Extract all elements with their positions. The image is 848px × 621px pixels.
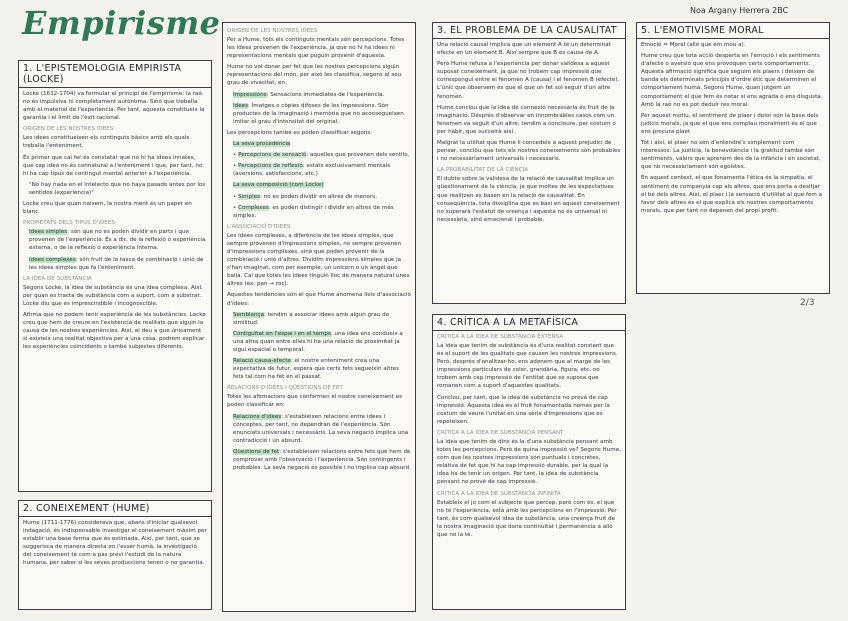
term-paragraph (227, 91, 411, 99)
section-5-box (636, 22, 830, 294)
paragraph: Les percepcions també es poden classificar segons: (227, 129, 373, 136)
paragraph: Per a Hume, tots els continguts mentals són percepcions. Totes les idees provenen de l'experiència, ja que no hi ha idees ni representacions mentals que puguin provenir d'aquesta. (227, 37, 405, 60)
term-highlight: Semblança (233, 311, 265, 318)
subheading: ORIGEN DE LES NOSTRES IDEES (227, 28, 318, 34)
term-paragraph (227, 311, 411, 327)
term-paragraph: • Complexes: es poden distingir i dividir en altres de més simples. (233, 204, 394, 219)
subheading: ORIGEN DE LES NOSTRES IDEES (23, 126, 114, 133)
section-5-heading: 5. L'EMOTIVISME MORAL (637, 25, 829, 39)
paragraph: Malgrat la utilitat que Hume li concedeix a aquest prejudici de pensar, conclou que tots els nostres coneixements són probables i no necessàriament universals i necessaris. (437, 140, 621, 163)
section-2-heading: 2. CONEIXEMENT (HUME) (19, 503, 211, 517)
subheading: RELACIONS D'IDEES I QÜESTIONS DE FET (227, 385, 343, 392)
hume-continuation-box (222, 22, 416, 612)
term-text: : una idea ens condueix a una altra quan entre elles hi ha una relació de proximitat ja sigui espacial o temporal. (233, 330, 403, 353)
term-highlight: Idees complexes (29, 256, 76, 263)
paragraph: Conclou, per tant, que la idea de substància no prové de cap impressió. Aquesta idea és el fruit fonamentada només per la costum de veure l'unitat en una sèrie d'impressions que es repeteixen. (437, 394, 610, 425)
term-highlight: Percepcions de sensació (238, 152, 307, 159)
subheading: CRÍTICA A LA IDEA DE SUBSTÀNCIA INFINITA (437, 490, 561, 497)
section-1-heading: 1. L'EPISTEMOLOGIA EMPIRISTA (LOCKE) (19, 63, 211, 88)
term-highlight: Impressions (233, 91, 267, 98)
term-text: : no es poden dividir en altres de menors. (260, 193, 377, 200)
term-highlight: La seva composició (com Locke) (233, 182, 324, 189)
term-paragraph: • Percepcions de reflexió: estats exclusivament mentals (aversions, satisfaccions, etc.) (233, 163, 391, 178)
section-2-box (18, 500, 212, 610)
term-paragraph (227, 102, 411, 126)
term-text: : aquelles que provenen dels sentits. (306, 152, 410, 159)
section-1-box (18, 60, 212, 492)
term-paragraph: • Simples: no es poden dividir en altres de menors. (233, 193, 377, 200)
paragraph: Emoció = Moral (allò que em mou a). (641, 42, 746, 48)
paragraph: La idea que tenim de substància és d'una realitat constant que és el suport de les qualitats que causen les nostres impressions. Però, després d'analitzar-ho, ens adonem que al marge de les impressions particulars de color, grandària, figura, etc. no trobem amb cap impressió de l'entitat que se suposa que romanen com a suport d'aquestes qualitats. (437, 343, 618, 390)
paragraph: Locke creu que quan naixem, la nostra ment és un paper en blanc. (23, 201, 192, 216)
section-4-heading: 4. CRÍTICA A LA METAFÍSICA (433, 317, 625, 331)
term-paragraph (227, 413, 411, 445)
subheading: L'ASSOCIACIÓ D'IDEES (227, 223, 291, 230)
subheading: LA PROBABILITAT DE LA CIÈNCIA (437, 167, 529, 174)
subheading: CRÍTICA A LA IDEA DE SUBSTÀNCIA PENSANT (437, 429, 564, 436)
term-text: : Sensacions immediates de l'experiència. (266, 91, 385, 98)
paragraph: Una relació causal implica que un element A té un determinat efecte en un element B. Així sempre que B és causa de A. (437, 42, 611, 57)
page-number: 2/3 (800, 298, 815, 308)
term-paragraph (227, 181, 411, 189)
paragraph: Hume conclou que la idea de connexió necessària és fruit de la imaginació. Després d'observar en innombrables casos com un fenomen va seguit d'un altre, tendim a concloure, per costum o per hàbit, que succeirà així. (437, 104, 616, 135)
paragraph: Tot i així, el plaer no són d'entendre's simplement com interessos. La justícia, la benevolència i la gratitud també són sentiments, valors que aprenem des de la infància i en societat, que no necessàriament són egoistes. (641, 140, 821, 171)
paragraph: En aquest context, el que fonamenta l'ètica és la simpatia, el sentiment de companyia cap als altres, que ens porta a desitjar el bé dels altres. Així, el plaer i la sensació d'utilitat al que fem a favor dels altres és el que explica els nostres comportaments morals, que per tant no depenen del propi profit. (641, 175, 823, 214)
paragraph: Les idees constitueixen els continguts bàsics amb els quals treballa l'enteniment. (23, 135, 190, 150)
paragraph: El dubte sobre la validesa de la relació de causalitat implica un qüestionament de la ciència, ja que moltes de les expectatives que realitzen es basen en la relació de causalitat. En conseqüència, tota disciplina que es basi en aquest coneixement no superarà l'estatut de creença i aquesta no és universal ni necessària, sinó emocional i probable. (437, 176, 620, 223)
term-paragraph (227, 448, 411, 472)
term-text: : s'estableixen relacions entre fets que hem de comprovar amb l'observació i l'experiència. Són contingents i probables. La seva negació és possible i no implica cap absurd. (233, 448, 411, 472)
paragraph: Locke (1632-1704) va formular el principi de l'empirisme: la raó no és impulsiva ni completament autònoma. Sinó que treballa amb el material de l'experiència. Per tant, aquesta constitueix la garantia i el límit de l'èxit racional. (23, 91, 205, 122)
section-3-heading: 3. EL PROBLEMA DE LA CAUSALITAT (433, 25, 625, 39)
term-paragraph (23, 228, 207, 252)
term-highlight: Relacions d'idees (233, 413, 282, 420)
paragraph: Hume no vol donar per fet que les nostres percepcions siguin representacions del món, per això les classifica, segons el seu grau de vivacitat, en: (227, 64, 402, 87)
term-highlight: Contiguïtat en l'espai i en el temps (233, 330, 331, 337)
term-paragraph: • Percepcions de sensació: aquelles que provenen dels sentits. (233, 152, 410, 159)
term-highlight: La seva procedència (233, 141, 291, 148)
term-highlight: Idees (233, 102, 248, 109)
term-paragraph (227, 140, 411, 148)
section-4-box (432, 314, 626, 610)
term-highlight: Simples (238, 193, 261, 200)
paragraph: Les idees complexes, a diferència de les idees simples, que sempre provenen d'impressions simples, no sempre provenen d'impressions complexes, sinó que poden provenir de la combinació i unió d'altres. Dividim impressions simples que ja s'han imaginat, com per exemple, un unicorn o un àngel que balla. Cal que totes les idees tinguin lloc de manera natural unes altres (ex: pan → roc). (227, 232, 410, 288)
term-text: : són que no es poden dividir en parts i que provenen de l'experiència. És a dir, de la reflexió o experiència externa, o de la reflexió o experiència interna. (29, 229, 206, 252)
term-text: : es poden distingir i dividir en altres de més simples. (233, 204, 394, 219)
paragraph: Per aquest motiu, el sentiment de plaer i dolor són la base dels judicis morals, ja que el que ens complau moralment és el que ens procura plaer. (641, 112, 819, 135)
section-3-box (432, 22, 626, 304)
paragraph: La idea que tenim de dins és la d'una substància pensant amb totes les percepcions. Però de quina impressió ve? Segons Hume, com que les nostres impressions són puntuals i concretes, relativa de fet que hi ha cap impressió durable, per la qual la idea ha de tenir un origen. Per tant, la idea de substància pensant no prové de cap impressió. (437, 438, 621, 486)
term-text: : tendim a associar idees amb algun grau de similitud. (233, 311, 390, 326)
paragraph: Totes les afirmacions que conformen el nostre coneixement es poden classificar en: (227, 394, 403, 409)
page-title: Empirisme (22, 4, 221, 42)
term-text: : s'estableixen relacions entre idees i conceptes, per tant, no dependran de l'experiència. Són enunciats universals i necessaris. La seva negació implica una contradicció i un absurd. (233, 413, 409, 444)
author-name: Noa Argany Herrera 2BC (690, 6, 789, 15)
quote: "No hay nada en el intelecto que no haya pasado antes por los sentidos (experiencia)" (29, 181, 206, 196)
term-text: : Imatges o còpies difoses de les impressions. Són productes de la imaginació i memòria que no aconsegueixen imitar el grau d'intensitat del original. (233, 102, 404, 125)
term-highlight: Complexes (238, 204, 269, 211)
term-paragraph (227, 357, 411, 381)
term-text: : són fruit de la tasca de combinació i unió de les idees simples que fa l'enteniment. (29, 256, 204, 271)
subheading: PROPIETATS DELS TIPUS D'IDEES (23, 220, 115, 227)
term-highlight: Idees simples (29, 229, 68, 236)
subheading: LA IDEA DE SUBSTÀNCIA (23, 275, 92, 282)
paragraph: Hume (1711-1776) considerava que, abans d'iniciar qualsevol indagació, és indispensable investigar el coneixement màxim per establir una base ferma que és estimada. Així, per tant, que se suggerisca de manera directa en l'esser humà, la investigació del coneixement té com a pas previ l'estudi de la natura humana, per saber si les seves produccions tenen o no garantia. (23, 520, 207, 567)
paragraph: Però Hume refusa a l'experiència per donar validesa a aquest suposat coneixement, ja que no trobem cap impressió que correspongui entre el fenomen A (causa) i el fenomen B (efecte). L'únic que observem és que el que un fet sol seguir d'un altre fenomen. (437, 61, 620, 100)
paragraph: Hume creu que tota acció desperta en l'emoció i els sentiments d'afecte o aversió que ens provoquen certs comportaments. Aquesta afirmació significa que seguim els plaers i deixem de banda els determinats principis d'ordre ètic que determinen el comportament humà. Segons Hume, quan jutgem un comportament el que fem és notar si ens agrada o ens disgusta. Amb la raó no es pot deduir res moral. (641, 53, 823, 108)
term-highlight: Relació causa-efecte (233, 358, 291, 365)
term-paragraph (227, 330, 411, 354)
term-text: : el nostre enteniment crea una expectativa de futur, espera que certs fets segueixin altres fets tal com ha fet en el passat. (233, 358, 399, 381)
paragraph: Afirma que no podem tenir experiència de les substàncies. Locke creu que hem de creure en l'existència de realitats que siguin la causa de les nostres experiències. Així, el deu a que únicament si existeix una realitat objectiva per a una cosa, podrem explicar les experiències coincidents o també subjectes diferents. (23, 311, 206, 351)
term-highlight: Qüestions de fet (233, 448, 280, 455)
term-highlight: Percepcions de reflexió (238, 163, 303, 170)
term-text: : estats exclusivament mentals (aversions, satisfaccions, etc.) (233, 163, 391, 178)
paragraph: Aquestes tendències són el que Hume anomena lleis d'associació d'idees: (227, 292, 411, 307)
subheading: CRÍTICA A LA IDEA DE SUBSTÀNCIA EXTENSA (437, 334, 564, 340)
term-paragraph (23, 256, 207, 272)
paragraph: Segons Locke, la idea de substància és una idea complexa. Així, per quan es tracta de substància com a suport, com a substrat. Locke diu que és imprescindible i incognoscible. (23, 284, 203, 307)
paragraph: Estableix el jo com el subjecte que percep, però com és, el que no té l'experiència, està amb les percepcions en l'impressió. Per tant, és com qualsevol idea de substància, una creença fruit de la nostra imaginació que dona continuïtat i permanència a allò que no la té. (437, 499, 617, 538)
paragraph: És primer que cal fer és constatar que no hi ha idees innates, que cap idea no és connatural a l'enteniment i que, per tant, no hi ha cap tipus de contingut mental anterior a l'experiència. (23, 154, 203, 177)
